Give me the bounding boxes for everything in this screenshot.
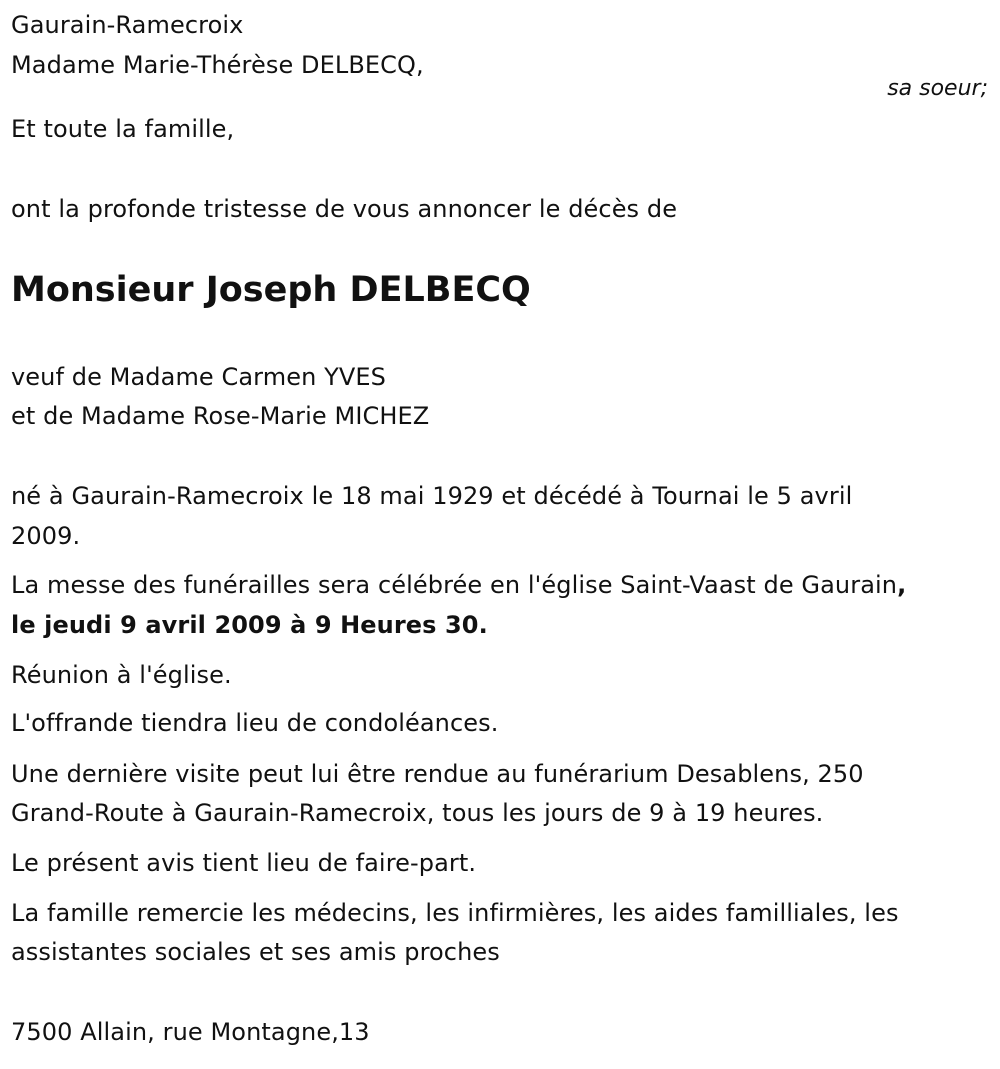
- spouse-line-1: veuf de Madame Carmen YVES: [11, 363, 386, 391]
- funeral-mass-line-1: [11, 570, 906, 600]
- birth-death-line-1: né à Gaurain-Ramecroix le 18 mai 1929 et décédé à Tournai le 5 avril: [11, 482, 853, 510]
- spouse-line-2: et de Madame Rose-Marie MICHEZ: [11, 402, 430, 430]
- sister-name: Madame Marie-Thérèse DELBECQ,: [11, 51, 424, 79]
- funeral-mass-comma: ,: [897, 571, 907, 599]
- funeral-mass-date: le jeudi 9 avril 2009 à 9 Heures 30.: [11, 611, 488, 639]
- thanks-line-1: La famille remercie les médecins, les infirmières, les aides familliales, les: [11, 899, 899, 927]
- thanks-line-2: assistantes sociales et ses amis proches: [11, 938, 500, 966]
- sister-relation: sa soeur;: [887, 76, 988, 101]
- funeral-mass-text: La messe des funérailles sera célébrée en l'église Saint-Vaast de Gaurain: [11, 571, 898, 599]
- locality-line: Gaurain-Ramecroix: [11, 11, 244, 39]
- address-line: 7500 Allain, rue Montagne,13: [11, 1018, 370, 1046]
- announcement-intro: ont la profonde tristesse de vous annoncer le décès de: [11, 195, 678, 223]
- visit-line-2: Grand-Route à Gaurain-Ramecroix, tous les jours de 9 à 19 heures.: [11, 799, 824, 827]
- birth-death-line-2: 2009.: [11, 522, 81, 550]
- notice-line: Le présent avis tient lieu de faire-part.: [11, 849, 477, 877]
- meeting-line: Réunion à l'église.: [11, 661, 232, 689]
- visit-line-1: Une dernière visite peut lui être rendue au funérarium Desablens, 250: [11, 760, 864, 788]
- offering-line: L'offrande tiendra lieu de condoléances.: [11, 709, 499, 737]
- family-line: Et toute la famille,: [11, 115, 235, 143]
- deceased-name: Monsieur Joseph DELBECQ: [11, 270, 531, 310]
